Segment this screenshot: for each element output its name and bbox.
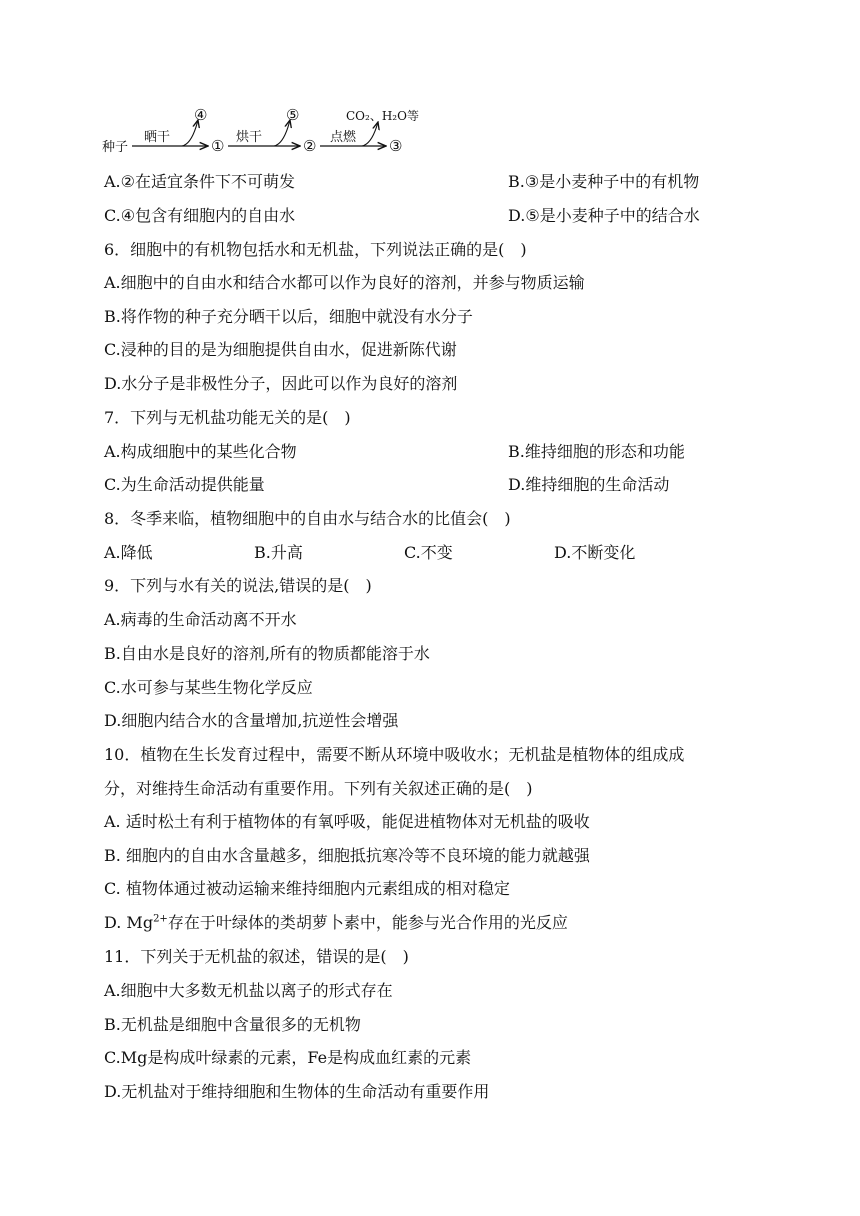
q10-stem-line2: 分，对维持生命活动有重要作用。下列有关叙述正确的是( ) — [104, 779, 533, 798]
q10-option-d-text: 存在于叶绿体的类胡萝卜素中，能参与光合作用的光反应 — [167, 913, 568, 932]
q8-option-d[interactable]: D.不断变化 — [554, 543, 636, 562]
q11-option-d[interactable]: D.无机盐对于维持细胞和生物体的生命活动有重要作用 — [104, 1082, 490, 1101]
seed-label: 种子 — [102, 140, 129, 155]
q9-option-c[interactable]: C.水可参与某些生物化学反应 — [104, 678, 313, 697]
q9-option-d[interactable]: D.细胞内结合水的含量增加,抗逆性会增强 — [104, 711, 399, 730]
q8-stem: 8．冬季来临，植物细胞中的自由水与结合水的比值会( ) — [104, 509, 511, 528]
seed-process-diagram — [100, 104, 440, 160]
q11-option-a[interactable]: A.细胞中大多数无机盐以离子的形式存在 — [104, 981, 393, 1000]
q11-option-c[interactable]: C.Mg是构成叶绿素的元素，Fe是构成血红素的元素 — [104, 1048, 472, 1067]
q10-option-d[interactable] — [104, 912, 830, 934]
q5-options-row1 — [104, 171, 830, 193]
q6-option-a[interactable]: A.细胞中的自由水和结合水都可以作为良好的溶剂，并参与物质运输 — [104, 273, 585, 292]
bake-dry-label: 烘干 — [236, 130, 263, 145]
q11-option-b[interactable]: B.无机盐是细胞中含量很多的无机物 — [104, 1015, 361, 1034]
q7-option-d[interactable]: D.维持细胞的生命活动 — [508, 475, 670, 494]
q7-option-c[interactable]: C.为生命活动提供能量 — [104, 475, 265, 494]
q7-stem: 7．下列与无机盐功能无关的是( ) — [104, 408, 351, 427]
q8-option-b[interactable]: B.升高 — [254, 543, 303, 562]
ignite-label: 点燃 — [330, 130, 357, 145]
q5-option-a[interactable]: A.②在适宜条件下不可萌发 — [104, 172, 295, 191]
node-3: ③ — [389, 137, 403, 155]
q6-stem: 6．细胞中的有机物包括水和无机盐，下列说法正确的是( ) — [104, 240, 527, 259]
q8-option-a[interactable]: A.降低 — [104, 543, 153, 562]
q5-options-row2 — [104, 205, 830, 227]
q10-option-a[interactable]: A. 适时松土有利于植物体的有氧呼吸，能促进植物体对无机盐的吸收 — [104, 812, 590, 831]
q9-option-a[interactable]: A.病毒的生命活动离不开水 — [104, 610, 297, 629]
q8-options-row — [104, 542, 830, 564]
q10-option-c[interactable]: C. 植物体通过被动运输来维持细胞内元素组成的相对稳定 — [104, 879, 510, 898]
node-1: ① — [211, 137, 225, 155]
q6-option-b[interactable]: B.将作物的种子充分晒干以后，细胞中就没有水分子 — [104, 307, 473, 326]
q7-option-a[interactable]: A.构成细胞中的某些化合物 — [104, 442, 297, 461]
q6-option-d[interactable]: D.水分子是非极性分子，因此可以作为良好的溶剂 — [104, 374, 458, 393]
node-4: ④ — [194, 106, 208, 124]
q8-option-c[interactable]: C.不变 — [404, 543, 453, 562]
q5-option-b[interactable]: B.③是小麦种子中的有机物 — [508, 172, 700, 191]
q10-option-d-prefix: D. Mg — [104, 913, 154, 932]
q9-option-b[interactable]: B.自由水是良好的溶剂,所有的物质都能溶于水 — [104, 644, 430, 663]
co2-h2o-label: CO₂、H₂O等 — [346, 109, 419, 123]
branch-arrow-co2 — [362, 122, 378, 146]
q10-stem-line1: 10．植物在生长发育过程中，需要不断从环境中吸收水；无机盐是植物体的组成成 — [104, 745, 685, 764]
q7-option-b[interactable]: B.维持细胞的形态和功能 — [508, 442, 685, 461]
node-2: ② — [303, 137, 317, 155]
q7-options-row2 — [104, 474, 830, 496]
q9-stem: 9．下列与水有关的说法,错误的是( ) — [104, 576, 372, 595]
q5-option-c[interactable]: C.④包含有细胞内的自由水 — [104, 206, 296, 225]
q6-option-c[interactable]: C.浸种的目的是为细胞提供自由水，促进新陈代谢 — [104, 340, 457, 359]
q7-options-row1 — [104, 441, 830, 463]
q11-stem: 11．下列关于无机盐的叙述，错误的是( ) — [104, 947, 409, 966]
q5-option-d[interactable]: D.⑤是小麦种子中的结合水 — [508, 206, 700, 225]
sun-dry-label: 晒干 — [144, 130, 171, 145]
node-5: ⑤ — [286, 106, 300, 124]
q10-option-b[interactable]: B. 细胞内的自由水含量越多，细胞抵抗寒冷等不良环境的能力就越强 — [104, 846, 590, 865]
q10-option-d-superscript: 2+ — [153, 913, 168, 925]
